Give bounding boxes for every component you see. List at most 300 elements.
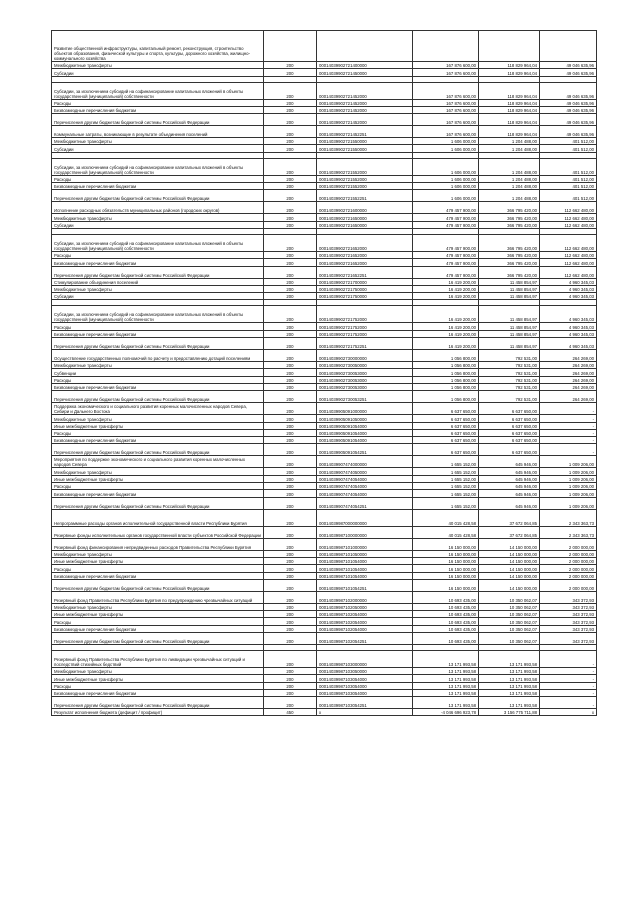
table-row (52, 214, 597, 221)
budget-classification-cell: 00014039902721752000 (317, 306, 413, 323)
unexecuted-amount-cell: 2 000 000,00 (540, 579, 597, 591)
row-name-cell: Расходы (52, 565, 264, 572)
budget-classification-cell: 00014039902730000000 (317, 350, 413, 362)
budget-classification-cell: 00014039902721650000 (317, 221, 413, 228)
row-code-cell: 200 (264, 611, 317, 618)
row-name-cell: Межбюджетные трансферты (52, 62, 264, 69)
row-name-cell: Иные межбюджетные трансферты (52, 611, 264, 618)
table-row (52, 285, 597, 292)
table-row (52, 689, 597, 696)
approved-amount-cell: 1 606 000,00 (413, 190, 479, 202)
approved-amount-cell: 10 693 435,00 (413, 625, 479, 632)
budget-classification-cell: 00014039907474054251 (317, 497, 413, 509)
executed-amount-cell: 11 458 854,97 (479, 338, 540, 350)
approved-amount-cell: 167 876 600,00 (413, 106, 479, 113)
budget-classification-cell: 00014039987103054000 (317, 675, 413, 682)
table-row (52, 550, 597, 557)
budget-classification-cell: 00014039987103054000 (317, 682, 413, 689)
budget-classification-cell: 00014039907474000000 (317, 456, 413, 468)
table-row (52, 490, 597, 497)
row-code-cell: 200 (264, 369, 317, 376)
unexecuted-amount-cell: 2 000 000,00 (540, 565, 597, 572)
table-row (52, 330, 597, 337)
budget-classification-cell: 00014039902721452000 (317, 106, 413, 113)
table-row (52, 437, 597, 444)
row-name-cell: Расходы (52, 376, 264, 383)
row-code-cell: 200 (264, 362, 317, 369)
table-row (52, 391, 597, 403)
table-row (52, 611, 597, 618)
executed-amount-cell: 14 150 000,00 (479, 538, 540, 550)
row-name-cell: Перечисления другим бюджетам бюджетной системы Российской Федерации (52, 190, 264, 202)
budget-classification-cell: 00014039987103054000 (317, 689, 413, 696)
budget-classification-cell: 00014039905091050000 (317, 415, 413, 422)
budget-classification-cell: x (317, 709, 413, 716)
row-name-cell: Межбюджетные трансферты (52, 415, 264, 422)
table-row (52, 202, 597, 214)
row-code-cell: 200 (264, 350, 317, 362)
row-code-cell: 200 (264, 293, 317, 300)
executed-amount-cell: 1 204 488,00 (479, 190, 540, 202)
row-name-cell: Расходы (52, 682, 264, 689)
table-row (52, 376, 597, 383)
unexecuted-amount-cell: - (540, 675, 597, 682)
table-row (52, 632, 597, 644)
executed-amount-cell: 13 171 993,58 (479, 689, 540, 696)
table-row (52, 557, 597, 564)
approved-amount-cell: 10 693 435,00 (413, 632, 479, 644)
budget-classification-cell: 00014039902721400000 (317, 62, 413, 69)
approved-amount-cell: 16 419 200,00 (413, 278, 479, 285)
row-name-cell: Перечисления другим бюджетам бюджетной системы Российской Федерации (52, 114, 264, 126)
approved-amount-cell: 16 150 000,00 (413, 565, 479, 572)
table-row (52, 667, 597, 674)
row-name-cell: Безвозмездные перечисления бюджетам (52, 259, 264, 266)
executed-amount-cell: 11 458 854,97 (479, 285, 540, 292)
row-code-cell: 200 (264, 497, 317, 509)
budget-classification-cell: 00014039987101050000 (317, 550, 413, 557)
budget-classification-cell: 00014039902721652000 (317, 259, 413, 266)
executed-amount-cell: 6 637 650,00 (479, 437, 540, 444)
unexecuted-amount-cell: 4 960 345,03 (540, 293, 597, 300)
unexecuted-amount-cell: 112 662 480,00 (540, 214, 597, 221)
executed-amount-cell: 11 458 854,97 (479, 306, 540, 323)
row-code-cell: 200 (264, 183, 317, 190)
approved-amount-cell: 1 655 152,00 (413, 490, 479, 497)
row-name-cell: Стимулирование объединения поселений (52, 278, 264, 285)
executed-amount-cell: 645 946,00 (479, 475, 540, 482)
approved-amount-cell: 16 419 200,00 (413, 293, 479, 300)
executed-amount-cell: 11 458 854,97 (479, 323, 540, 330)
row-code-cell: 200 (264, 114, 317, 126)
unexecuted-amount-cell: 401 512,00 (540, 145, 597, 152)
table-row (52, 538, 597, 550)
unexecuted-amount-cell: 2 343 363,73 (540, 509, 597, 526)
executed-amount-cell: 118 829 964,04 (479, 99, 540, 106)
executed-amount-cell: 366 795 420,00 (479, 251, 540, 258)
row-code-cell: 200 (264, 437, 317, 444)
unexecuted-amount-cell: - (540, 650, 597, 667)
unexecuted-amount-cell: 264 269,00 (540, 391, 597, 403)
table-row (52, 114, 597, 126)
table-row (52, 526, 597, 538)
approved-amount-cell: 13 171 993,58 (413, 675, 479, 682)
executed-amount-cell: 13 171 993,58 (479, 650, 540, 667)
budget-classification-cell: 00014039902721552000 (317, 158, 413, 175)
row-name-cell: Безвозмездные перечисления бюджетам (52, 330, 264, 337)
executed-amount-cell: 118 829 964,04 (479, 114, 540, 126)
row-code-cell: 200 (264, 675, 317, 682)
unexecuted-amount-cell: 49 046 635,96 (540, 62, 597, 69)
table-row (52, 456, 597, 468)
unexecuted-amount-cell: 1 009 206,00 (540, 497, 597, 509)
row-name-cell: Развитие общественной инфраструктуры, капитальный ремонт, реконструкция, строительство объектов образования, физической культуры и спорта, культуры, дорожного хозяйства, жилищно-коммунального хозяйства (52, 31, 264, 62)
row-code-cell: 200 (264, 475, 317, 482)
unexecuted-amount-cell: 1 009 206,00 (540, 490, 597, 497)
table-row (52, 483, 597, 490)
row-code-cell: 200 (264, 391, 317, 403)
row-code-cell: 200 (264, 266, 317, 278)
row-name-cell: Резервный фонд Правительства Республики Бурятия по предупреждению чрезвычайных ситуаций (52, 591, 264, 603)
budget-classification-cell: 00014039987101054000 (317, 572, 413, 579)
unexecuted-amount-cell: 49 046 635,96 (540, 114, 597, 126)
budget-classification-cell: 00014039902721650000 (317, 214, 413, 221)
row-name-cell: Безвозмездные перечисления бюджетам (52, 437, 264, 444)
row-code-cell: 200 (264, 145, 317, 152)
executed-amount-cell: 6 637 650,00 (479, 415, 540, 422)
table-row (52, 682, 597, 689)
executed-amount-cell: 1 204 488,00 (479, 183, 540, 190)
unexecuted-amount-cell: 4 960 345,03 (540, 323, 597, 330)
row-name-cell: Резервные фонды исполнительных органов государственной власти субъектов Российской Федерации (52, 526, 264, 538)
row-code-cell: 200 (264, 429, 317, 436)
row-name-cell: Перечисления другим бюджетам бюджетной системы Российской Федерации (52, 266, 264, 278)
approved-amount-cell: 40 015 428,58 (413, 526, 479, 538)
row-code-cell: 200 (264, 221, 317, 228)
table-body (52, 31, 597, 716)
row-name-cell: Перечисления другим бюджетам бюджетной системы Российской Федерации (52, 579, 264, 591)
row-code-cell: 200 (264, 234, 317, 251)
row-code-cell: 200 (264, 689, 317, 696)
table-row (52, 429, 597, 436)
unexecuted-amount-cell: - (540, 415, 597, 422)
executed-amount-cell: 6 637 650,00 (479, 429, 540, 436)
unexecuted-amount-cell: 401 512,00 (540, 158, 597, 175)
executed-amount-cell: 10 350 062,07 (479, 632, 540, 644)
executed-amount-cell: 11 458 854,97 (479, 330, 540, 337)
unexecuted-amount-cell: 264 269,00 (540, 376, 597, 383)
table-row (52, 99, 597, 106)
budget-classification-cell: 00014039902730050000 (317, 362, 413, 369)
table-row (52, 572, 597, 579)
row-code-cell: 200 (264, 625, 317, 632)
approved-amount-cell: 16 150 000,00 (413, 579, 479, 591)
budget-classification-cell: 00014039902721652251 (317, 266, 413, 278)
table-row (52, 350, 597, 362)
budget-classification-cell: 00014039902721552000 (317, 175, 413, 182)
unexecuted-amount-cell: 2 000 000,00 (540, 557, 597, 564)
row-code-cell: 200 (264, 69, 317, 76)
row-name-cell: Межбюджетные трансферты (52, 362, 264, 369)
executed-amount-cell: 118 829 964,04 (479, 62, 540, 69)
approved-amount-cell: 1 655 152,00 (413, 475, 479, 482)
table-row (52, 306, 597, 323)
row-name-cell: Перечисления другим бюджетам бюджетной системы Российской Федерации (52, 697, 264, 709)
row-name-cell: Расходы (52, 618, 264, 625)
row-name-cell: Перечисления другим бюджетам бюджетной системы Российской Федерации (52, 338, 264, 350)
row-code-cell: 200 (264, 557, 317, 564)
row-name-cell: Перечисления другим бюджетам бюджетной системы Российской Федерации (52, 444, 264, 456)
approved-amount-cell: 1 056 800,00 (413, 350, 479, 362)
row-name-cell: Иные межбюджетные трансферты (52, 422, 264, 429)
approved-amount-cell: 10 693 435,00 (413, 603, 479, 610)
approved-amount-cell: 1 655 152,00 (413, 497, 479, 509)
row-name-cell: Безвозмездные перечисления бюджетам (52, 572, 264, 579)
budget-classification-cell: 00014039902721750000 (317, 293, 413, 300)
approved-amount-cell: 13 171 993,58 (413, 650, 479, 667)
unexecuted-amount-cell: 401 512,00 (540, 183, 597, 190)
row-name-cell: Коммунальные затраты, возникающие в результате объединения поселений (52, 126, 264, 138)
row-name-cell: Субсидии (52, 69, 264, 76)
unexecuted-amount-cell: 4 960 345,03 (540, 306, 597, 323)
row-name-cell: Иные межбюджетные трансферты (52, 675, 264, 682)
row-name-cell: Безвозмездные перечисления бюджетам (52, 183, 264, 190)
approved-amount-cell: 479 457 900,00 (413, 221, 479, 228)
approved-amount-cell: 16 419 200,00 (413, 306, 479, 323)
budget-classification-cell: 00014039987102054000 (317, 618, 413, 625)
approved-amount-cell: 16 419 200,00 (413, 330, 479, 337)
budget-report-page (51, 30, 596, 716)
approved-amount-cell: 13 171 993,58 (413, 667, 479, 674)
executed-amount-cell: 366 795 420,00 (479, 214, 540, 221)
executed-amount-cell: 792 531,00 (479, 383, 540, 390)
table-row (52, 338, 597, 350)
table-row (52, 475, 597, 482)
unexecuted-amount-cell: 49 046 635,96 (540, 69, 597, 76)
approved-amount-cell: 10 693 435,00 (413, 618, 479, 625)
approved-amount-cell: 6 637 650,00 (413, 403, 479, 415)
row-code-cell: 200 (264, 306, 317, 323)
unexecuted-amount-cell (540, 31, 597, 62)
unexecuted-amount-cell: 112 662 480,00 (540, 202, 597, 214)
unexecuted-amount-cell: - (540, 689, 597, 696)
table-row (52, 31, 597, 62)
table-row (52, 69, 597, 76)
unexecuted-amount-cell: 401 512,00 (540, 175, 597, 182)
budget-classification-cell (317, 31, 413, 62)
executed-amount-cell: 11 458 854,97 (479, 278, 540, 285)
budget-classification-cell: 00014039902721700000 (317, 278, 413, 285)
row-code-cell: 200 (264, 509, 317, 526)
row-code-cell: 200 (264, 572, 317, 579)
row-name-cell: Субсидии, за исключением субсидий на софинансирование капитальных вложений в объекты государственной (муниципальной) собственности (52, 158, 264, 175)
executed-amount-cell: 118 829 964,04 (479, 69, 540, 76)
executed-amount-cell: 10 350 062,07 (479, 591, 540, 603)
approved-amount-cell: 1 056 800,00 (413, 362, 479, 369)
row-name-cell: Субсидии, за исключением субсидий на софинансирование капитальных вложений в объекты государственной (муниципальной) собственности (52, 82, 264, 99)
executed-amount-cell: 118 829 964,04 (479, 126, 540, 138)
row-code-cell: 200 (264, 376, 317, 383)
unexecuted-amount-cell: 264 269,00 (540, 362, 597, 369)
unexecuted-amount-cell: 112 662 480,00 (540, 266, 597, 278)
executed-amount-cell: 6 637 650,00 (479, 422, 540, 429)
table-row (52, 422, 597, 429)
table-row (52, 383, 597, 390)
approved-amount-cell: 16 150 000,00 (413, 557, 479, 564)
budget-classification-cell: 00014039905091054251 (317, 444, 413, 456)
unexecuted-amount-cell: - (540, 682, 597, 689)
executed-amount-cell: 13 171 993,58 (479, 667, 540, 674)
approved-amount-cell: 1 056 800,00 (413, 369, 479, 376)
row-name-cell: Осуществление государственных полномочий по расчету и предоставлению дотаций поселениям (52, 350, 264, 362)
row-name-cell: Безвозмездные перечисления бюджетам (52, 625, 264, 632)
table-row (52, 190, 597, 202)
approved-amount-cell: 1 056 800,00 (413, 383, 479, 390)
table-row (52, 266, 597, 278)
unexecuted-amount-cell: 401 512,00 (540, 190, 597, 202)
unexecuted-amount-cell: 4 960 345,03 (540, 285, 597, 292)
executed-amount-cell: 14 150 000,00 (479, 579, 540, 591)
unexecuted-amount-cell: 4 960 345,03 (540, 330, 597, 337)
budget-classification-cell: 00014039987103000000 (317, 650, 413, 667)
table-row (52, 221, 597, 228)
approved-amount-cell: 6 637 650,00 (413, 444, 479, 456)
row-code-cell: 200 (264, 251, 317, 258)
budget-classification-cell: 00014039987102000000 (317, 591, 413, 603)
table-row (52, 183, 597, 190)
table-row (52, 591, 597, 603)
table-row (52, 138, 597, 145)
budget-classification-cell: 00014039902721452251 (317, 126, 413, 138)
table-row (52, 618, 597, 625)
approved-amount-cell: 1 606 000,00 (413, 145, 479, 152)
approved-amount-cell: 1 056 800,00 (413, 391, 479, 403)
row-name-cell: Расходы (52, 429, 264, 436)
budget-classification-cell: 00014039902721452000 (317, 99, 413, 106)
row-code-cell: 200 (264, 632, 317, 644)
row-name-cell: Поддержка экономического и социального развития коренных малочисленных народов Севера, Сибири и Дальнего Востока (52, 403, 264, 415)
budget-classification-cell: 00014039902721552000 (317, 183, 413, 190)
approved-amount-cell: 479 457 900,00 (413, 214, 479, 221)
approved-amount-cell: 40 015 428,58 (413, 509, 479, 526)
table-row (52, 625, 597, 632)
row-code-cell: 200 (264, 490, 317, 497)
budget-classification-cell: 00014039902730053000 (317, 369, 413, 376)
row-code-cell: 200 (264, 579, 317, 591)
approved-amount-cell: 1 056 800,00 (413, 376, 479, 383)
row-code-cell: 200 (264, 330, 317, 337)
executed-amount-cell (479, 31, 540, 62)
unexecuted-amount-cell: 343 372,93 (540, 603, 597, 610)
table-row (52, 565, 597, 572)
approved-amount-cell: 1 655 152,00 (413, 483, 479, 490)
table-row (52, 62, 597, 69)
table-row (52, 293, 597, 300)
unexecuted-amount-cell: 112 662 480,00 (540, 259, 597, 266)
budget-classification-cell: 00014039987102054000 (317, 625, 413, 632)
row-name-cell: Результат исполнения бюджета (дефицит / профицит) (52, 709, 264, 716)
budget-classification-cell: 00014039907474054000 (317, 483, 413, 490)
approved-amount-cell: 1 606 000,00 (413, 158, 479, 175)
row-code-cell: 200 (264, 591, 317, 603)
approved-amount-cell: 1 655 152,00 (413, 456, 479, 468)
unexecuted-amount-cell: 401 512,00 (540, 138, 597, 145)
unexecuted-amount-cell: 112 662 480,00 (540, 221, 597, 228)
table-row (52, 145, 597, 152)
row-code-cell: 200 (264, 483, 317, 490)
row-name-cell: Расходы (52, 323, 264, 330)
unexecuted-amount-cell: 264 269,00 (540, 350, 597, 362)
table-row (52, 415, 597, 422)
executed-amount-cell: 37 672 064,85 (479, 509, 540, 526)
row-name-cell: Субсидии (52, 221, 264, 228)
budget-classification-cell: 00014039902721750000 (317, 285, 413, 292)
approved-amount-cell: 479 457 900,00 (413, 202, 479, 214)
row-code-cell: 200 (264, 667, 317, 674)
row-code-cell: 200 (264, 697, 317, 709)
row-name-cell: Безвозмездные перечисления бюджетам (52, 106, 264, 113)
budget-classification-cell: 00014039987101054000 (317, 557, 413, 564)
row-name-cell: Перечисления другим бюджетам бюджетной системы Российской Федерации (52, 632, 264, 644)
row-name-cell: Межбюджетные трансферты (52, 667, 264, 674)
executed-amount-cell: 645 946,00 (479, 483, 540, 490)
executed-amount-cell: 366 795 420,00 (479, 234, 540, 251)
unexecuted-amount-cell: 264 269,00 (540, 369, 597, 376)
approved-amount-cell: 1 606 000,00 (413, 183, 479, 190)
executed-amount-cell: 645 946,00 (479, 468, 540, 475)
executed-amount-cell: 645 946,00 (479, 497, 540, 509)
approved-amount-cell: 167 876 600,00 (413, 114, 479, 126)
approved-amount-cell: 479 457 900,00 (413, 251, 479, 258)
executed-amount-cell: 10 350 062,07 (479, 618, 540, 625)
unexecuted-amount-cell: 1 009 206,00 (540, 483, 597, 490)
table-row (52, 509, 597, 526)
row-code-cell: 200 (264, 538, 317, 550)
row-name-cell: Субсидии, за исключением субсидий на софинансирование капитальных вложений в объекты государственной (муниципальной) собственности (52, 234, 264, 251)
row-code-cell: 200 (264, 175, 317, 182)
budget-classification-cell: 00014039905091054000 (317, 429, 413, 436)
budget-classification-cell: 00014039987102054251 (317, 632, 413, 644)
row-name-cell: Резервный фонд финансирования непредвиденных расходов Правительства Республики Бурятия (52, 538, 264, 550)
row-code-cell: 200 (264, 422, 317, 429)
approved-amount-cell: 167 876 600,00 (413, 126, 479, 138)
budget-classification-cell: 00014039907474054000 (317, 475, 413, 482)
approved-amount-cell: 6 637 650,00 (413, 437, 479, 444)
executed-amount-cell: 1 204 488,00 (479, 158, 540, 175)
approved-amount-cell: 167 876 600,00 (413, 82, 479, 99)
row-code-cell: 200 (264, 456, 317, 468)
unexecuted-amount-cell: - (540, 429, 597, 436)
unexecuted-amount-cell: - (540, 403, 597, 415)
budget-classification-cell: 00014039902721450000 (317, 69, 413, 76)
row-name-cell: Непрограммные расходы органов исполнительной государственной власти Республики Бурятия (52, 509, 264, 526)
table-row (52, 175, 597, 182)
unexecuted-amount-cell: 112 662 480,00 (540, 251, 597, 258)
row-code-cell: 200 (264, 550, 317, 557)
table-row (52, 251, 597, 258)
executed-amount-cell: 10 350 062,07 (479, 603, 540, 610)
executed-amount-cell: 118 829 964,04 (479, 106, 540, 113)
row-code-cell (264, 31, 317, 62)
unexecuted-amount-cell: 1 009 206,00 (540, 456, 597, 468)
executed-amount-cell: 6 637 650,00 (479, 403, 540, 415)
budget-classification-cell: 00014039902721652000 (317, 251, 413, 258)
row-code-cell: 200 (264, 190, 317, 202)
budget-classification-cell: 00014039907474050000 (317, 468, 413, 475)
approved-amount-cell: 13 171 993,58 (413, 689, 479, 696)
approved-amount-cell: 6 637 650,00 (413, 422, 479, 429)
row-code-cell: 200 (264, 650, 317, 667)
